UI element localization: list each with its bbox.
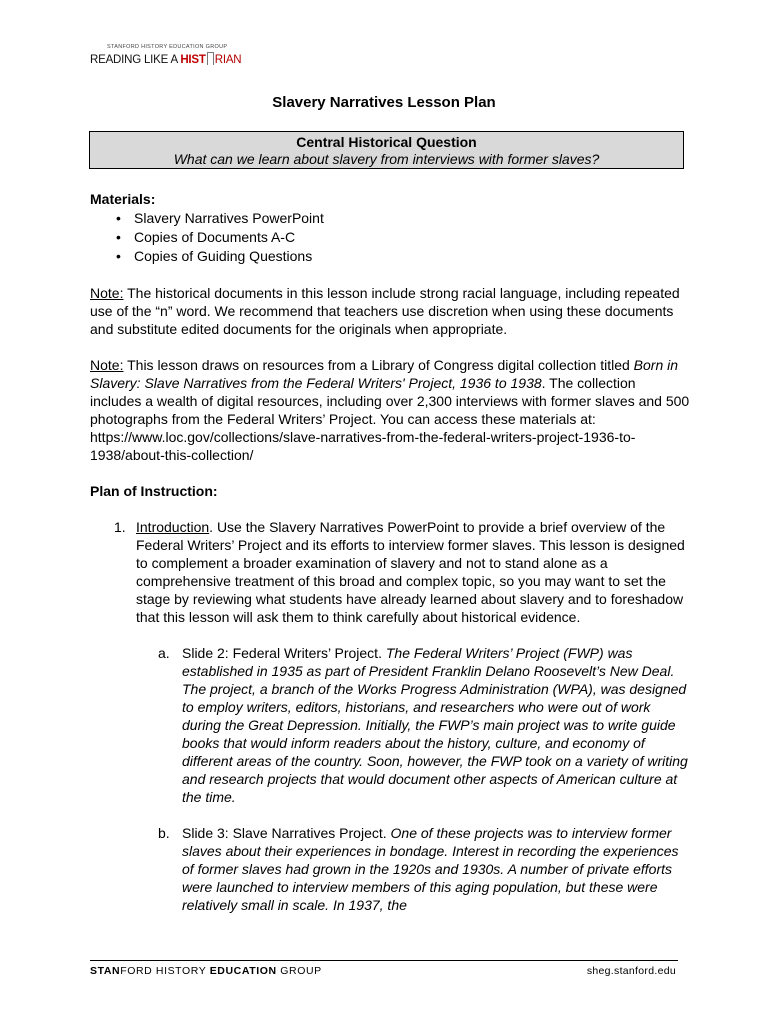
note-racial-language [90, 284, 690, 338]
materials-item-label: Slavery Narratives PowerPoint [134, 210, 324, 226]
bullet-icon: • [116, 248, 121, 264]
logo-column-icon [207, 52, 214, 65]
footer-bold-part2: EDUCATION [209, 965, 277, 977]
footer-part2: GROUP [276, 965, 322, 977]
central-question-text: What can we learn about slavery from interviews with former slaves? [173, 151, 600, 167]
logo-text-part1: READING LIKE A [90, 54, 181, 66]
materials-heading: Materials: [90, 191, 156, 207]
slide-label: Slide 3: Slave Narratives Project. [182, 825, 391, 841]
materials-item-label: Copies of Guiding Questions [134, 248, 313, 264]
note-label: Note: [90, 285, 124, 301]
footer-part1: FORD HISTORY [120, 965, 210, 977]
footer-website: sheg.stanford.edu [586, 965, 676, 977]
note-text-before: This lesson draws on resources from a Library of Congress digital collection titled [123, 357, 634, 373]
central-question-box [89, 131, 684, 169]
bullet-icon: • [116, 210, 121, 226]
central-question-heading: Central Historical Question [296, 134, 477, 150]
step-text: . Use the Slavery Narratives PowerPoint to provide a brief overview of the Federal Writers’ Project and its efforts to interview former slaves. This lesson is designed to complement a broader examination of slavery and not to stand alone as a comprehensive treatment of this broad and complex topic, so you may want to set the stage by reviewing what students have already learned about slavery and to foreshadow that this lesson will ask them to think carefully about historical evidence. [136, 519, 685, 625]
slide-letter: b. [158, 825, 170, 841]
note-library-of-congress [90, 356, 690, 464]
page-title: Slavery Narratives Lesson Plan [272, 94, 496, 111]
logo-text-part3: RIAN [214, 54, 242, 66]
note-label: Note: [90, 357, 124, 373]
logo-wordmark [90, 52, 241, 66]
list-item [90, 228, 690, 247]
logo-text-part2: HIST [180, 54, 206, 66]
slide-label: Slide 2: Federal Writers’ Project. [182, 645, 386, 661]
footer-divider [90, 960, 678, 961]
bullet-icon: • [116, 229, 121, 245]
step-number: 1. [114, 519, 126, 535]
plan-heading: Plan of Instruction: [90, 483, 218, 499]
slide-letter: a. [158, 645, 170, 661]
slide-2-description [90, 644, 690, 806]
slide-text: The Federal Writers’ Project (FWP) was established in 1935 as part of President Franklin Delano Roosevelt’s New Deal. The project, a branch of the Works Progress Administration (WPA), was designed to employ writers, editors, historians, and researchers who were out of work during the Great Depression. Initially, the FWP’s main project was to write guide books that would inform readers about the history, culture, and economy of different areas of the country. Soon, however, the FWP took on a variety of writing and research projects that would document other aspects of American culture at the time. [182, 645, 688, 805]
step-introduction [90, 518, 690, 626]
footer-bold-part1: STAN [90, 965, 121, 977]
document-body [90, 190, 690, 914]
list-item [90, 247, 690, 266]
list-item [90, 209, 690, 228]
footer-organization [90, 965, 322, 977]
step-label: Introduction [136, 519, 210, 535]
note-text: The historical documents in this lesson include strong racial language, including repeated use of the “n” word. We recommend that teachers use discretion when using these documents and substitute edited documents for the originals when appropriate. [90, 285, 680, 337]
logo-organization: STANFORD HISTORY EDUCATION GROUP [107, 44, 228, 50]
slide-text: One of these projects was to interview former slaves about their experiences in bondage. Interest in recording the experiences of former slaves had grown in the 1920s and 1930s. A number of private efforts were launched to interview members of this aging population, but these were relatively small in scale. In 1937, the [182, 825, 679, 913]
note-text-after: . The collection includes a wealth of digital resources, including over 2,300 interviews with former slaves and 500 photographs from the Federal Writers’ Project. You can access these materials at: https://www.loc.gov/collections/slave-narratives-from-the-federal-writers-project-1936-to-1938/about-this-collection/ [90, 375, 690, 463]
materials-list [90, 209, 690, 266]
collection-title: Born in Slavery: Slave Narratives from the Federal Writers' Project, 1936 to 1938 [90, 357, 679, 391]
sheg-logo [90, 42, 250, 72]
slide-3-description [90, 824, 690, 914]
materials-item-label: Copies of Documents A-C [134, 229, 296, 245]
